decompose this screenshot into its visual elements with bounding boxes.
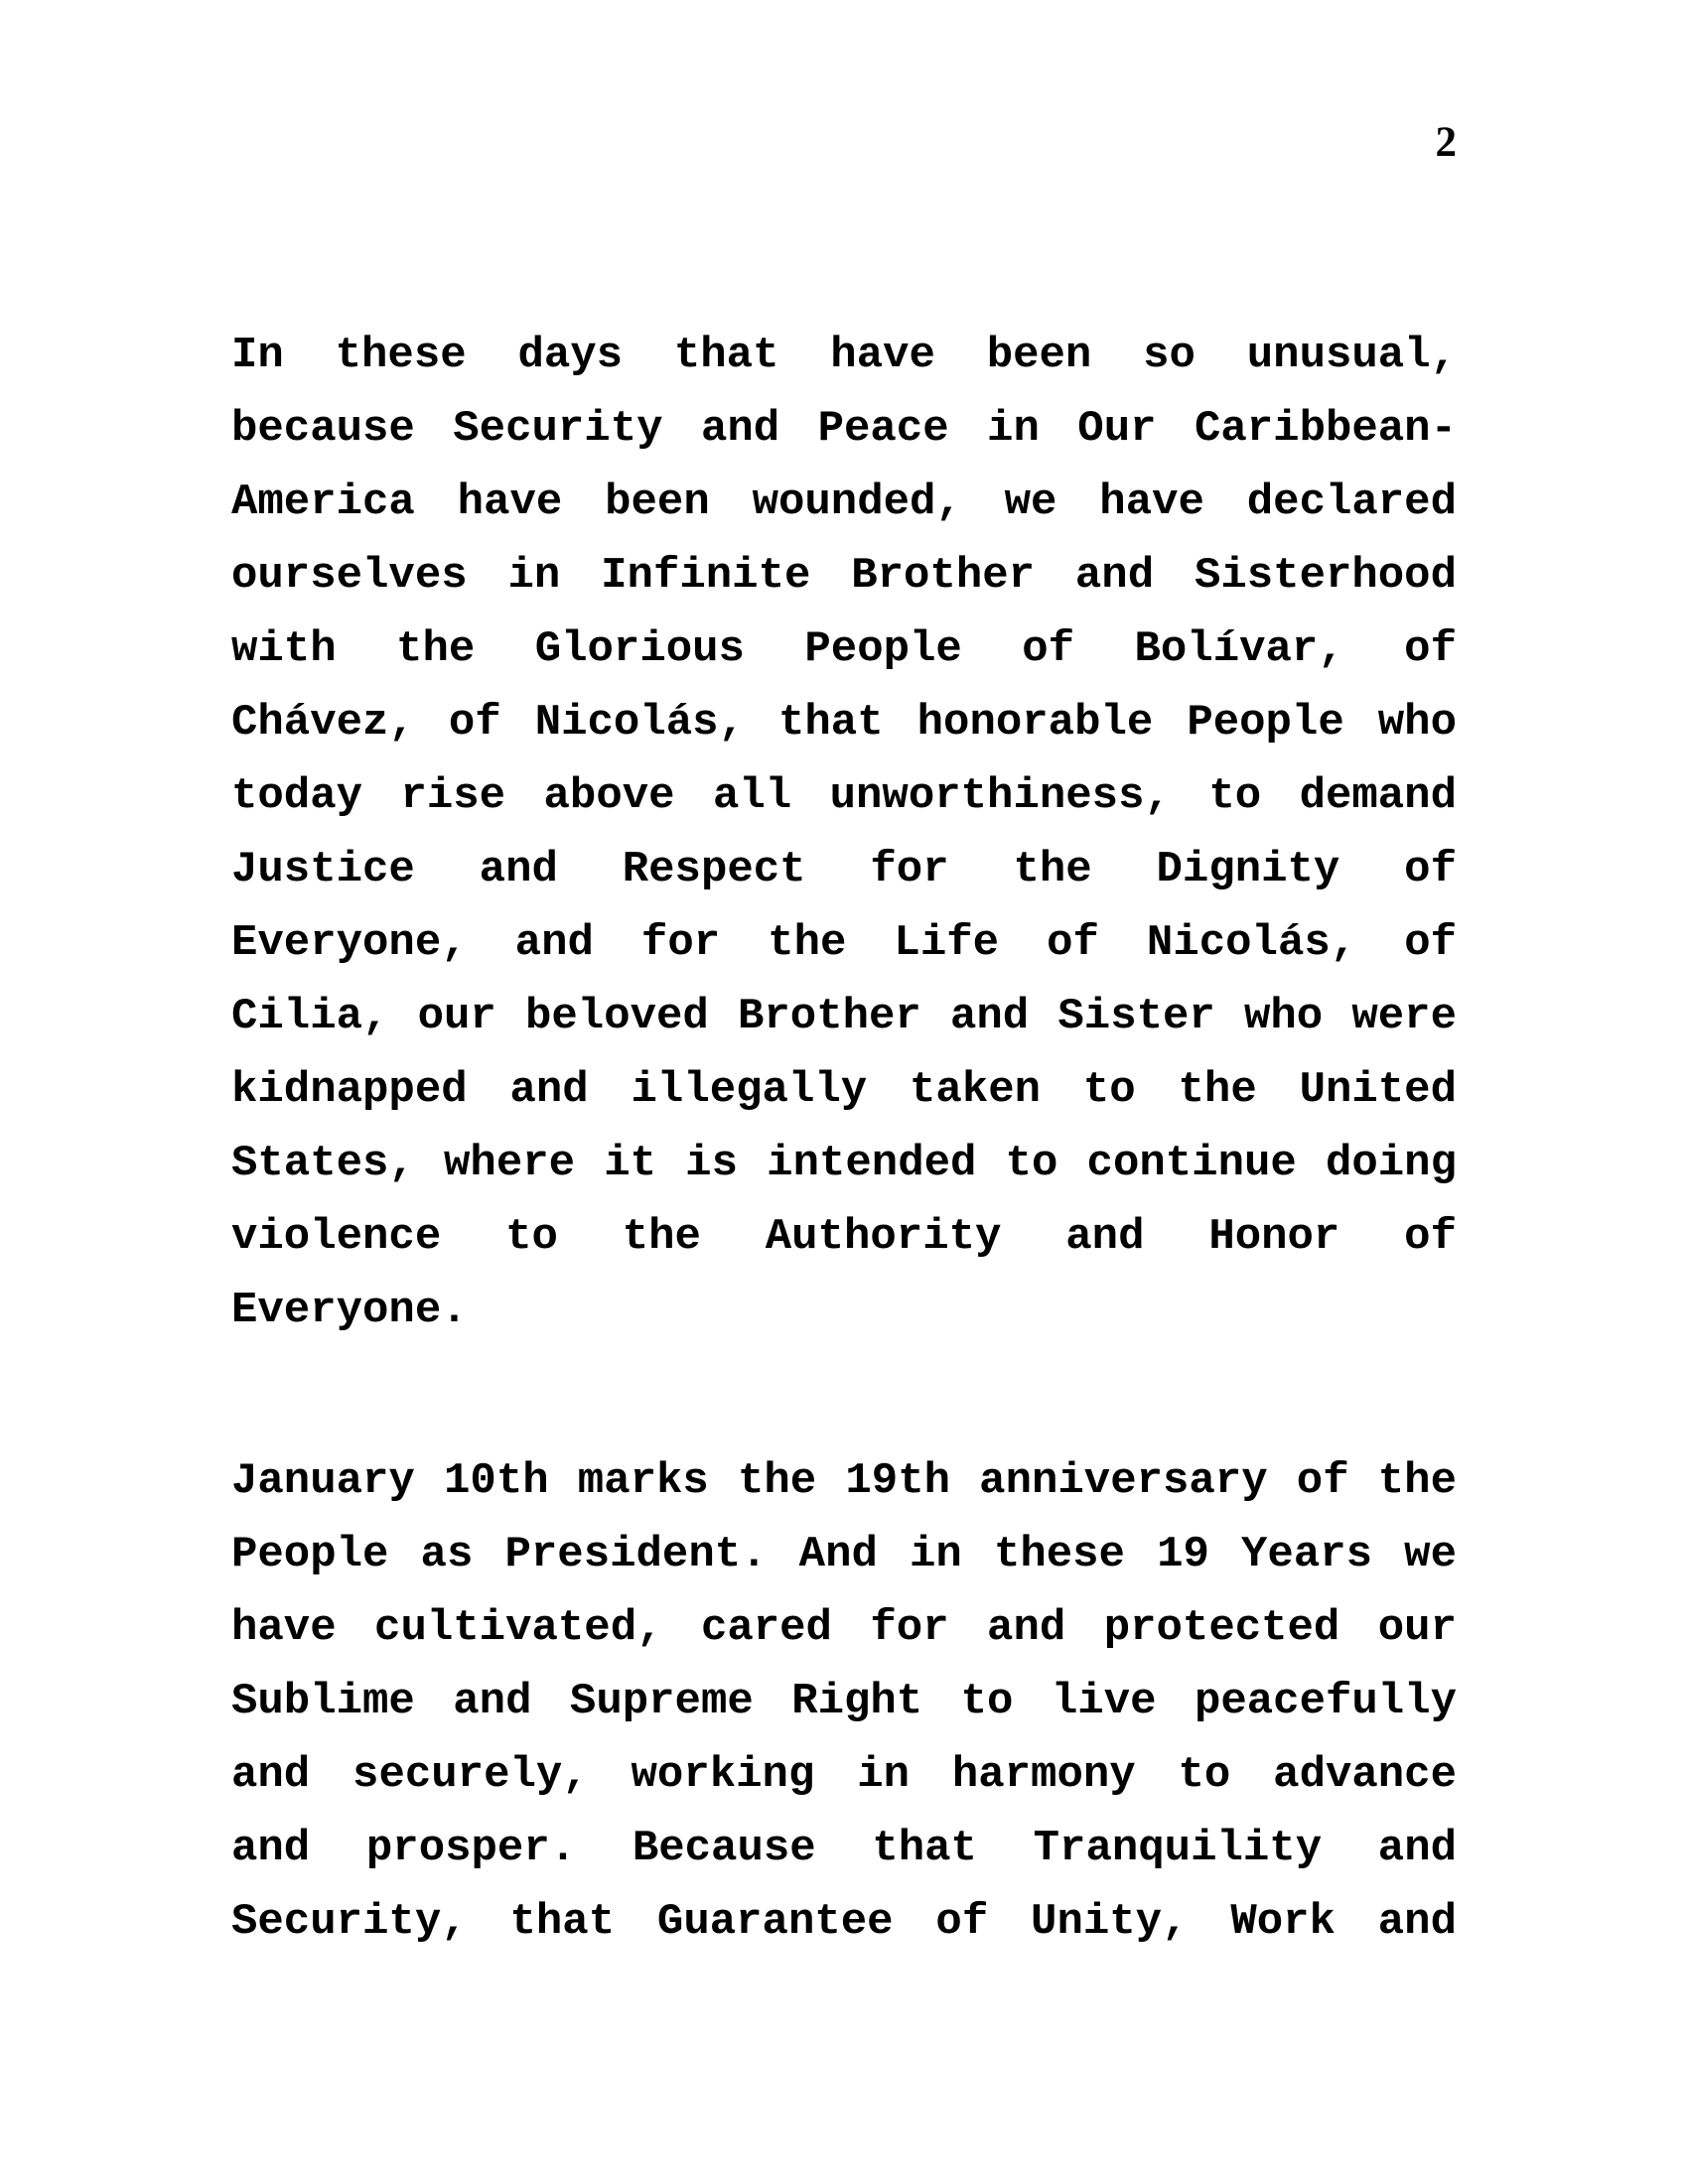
text-line: Justice and Respect for the Dignity of <box>231 845 1457 894</box>
text-line: with the Glorious People of Bolívar, of <box>231 624 1457 674</box>
page-number: 2 <box>1435 119 1457 166</box>
text-line: January 10th marks the 19th anniversary of the <box>231 1456 1457 1506</box>
text-line: because Security and Peace in Our Caribbean- <box>231 404 1457 454</box>
text-line: Chávez, of Nicolás, that honorable People who <box>231 698 1457 748</box>
paragraph-1 <box>231 319 1457 1347</box>
text-line: have cultivated, cared for and protected our <box>231 1603 1457 1653</box>
text-line: Everyone. <box>231 1286 468 1335</box>
text-line: States, where it is intended to continue doing <box>231 1139 1457 1188</box>
paragraph-2 <box>231 1444 1457 1959</box>
text-line: Sublime and Supreme Right to live peacefully <box>231 1677 1457 1726</box>
text-line: today rise above all unworthiness, to demand <box>231 771 1457 821</box>
text-line: and prosper. Because that Tranquility and <box>231 1824 1457 1873</box>
text-line: People as President. And in these 19 Years we <box>231 1530 1457 1579</box>
text-line: and securely, working in harmony to advance <box>231 1750 1457 1800</box>
text-line: America have been wounded, we have declared <box>231 478 1457 527</box>
text-line: Cilia, our beloved Brother and Sister who were <box>231 992 1457 1041</box>
text-line: kidnapped and illegally taken to the United <box>231 1065 1457 1115</box>
text-line: violence to the Authority and Honor of <box>231 1212 1457 1262</box>
text-line: Security, that Guarantee of Unity, Work and <box>231 1897 1457 1947</box>
text-line: ourselves in Infinite Brother and Sisterhood <box>231 551 1457 601</box>
text-line: Everyone, and for the Life of Nicolás, of <box>231 918 1457 968</box>
text-line: In these days that have been so unusual, <box>231 331 1457 380</box>
document-body <box>231 319 1457 1959</box>
